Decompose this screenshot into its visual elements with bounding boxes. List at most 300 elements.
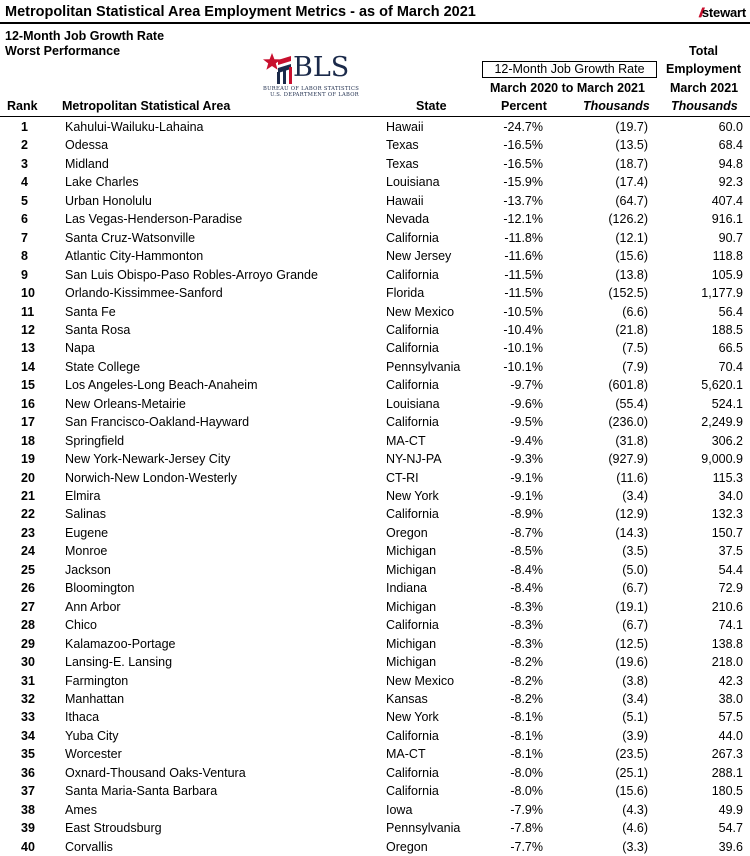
state-cell: New Mexico — [386, 673, 455, 688]
stewart-mark-icon: /// — [699, 5, 701, 20]
percent-cell: -9.7% — [510, 378, 543, 393]
total-employment-cell: 38.0 — [718, 691, 743, 706]
percent-cell: -8.7% — [510, 525, 543, 540]
state-cell: California — [386, 784, 439, 799]
state-cell: Michigan — [386, 636, 437, 651]
thousands-cell: (6.7) — [622, 581, 648, 596]
table-row — [0, 303, 750, 322]
msa-cell: Bloomington — [65, 581, 135, 596]
col-header-total-l3: March 2021 — [670, 81, 739, 95]
thousands-cell: (12.9) — [615, 507, 648, 522]
table-row — [0, 229, 750, 248]
page-title: Metropolitan Statistical Area Employment Metrics - as of March 2021 — [5, 4, 476, 20]
table-row — [0, 690, 750, 709]
msa-cell: Midland — [65, 156, 109, 171]
percent-cell: -10.5% — [503, 304, 543, 319]
rank-cell: 30 — [21, 655, 35, 670]
rank-cell: 29 — [21, 636, 35, 651]
thousands-cell: (3.5) — [622, 544, 648, 559]
table-row — [0, 801, 750, 820]
table-row — [0, 247, 750, 266]
state-cell: New Mexico — [386, 304, 455, 319]
rank-cell: 25 — [21, 562, 35, 577]
state-cell: Michigan — [386, 599, 437, 614]
col-header-percent: Percent — [501, 99, 547, 113]
percent-cell: -8.0% — [510, 784, 543, 799]
rank-cell: 21 — [21, 489, 35, 503]
table-row — [0, 173, 750, 192]
rank-cell: 34 — [21, 728, 35, 743]
msa-cell: San Francisco-Oakland-Hayward — [65, 415, 250, 430]
total-employment-cell: 94.8 — [718, 156, 743, 171]
state-cell: Pennsylvania — [386, 821, 461, 836]
percent-cell: -8.5% — [510, 544, 543, 559]
total-employment-cell: 37.5 — [718, 544, 743, 559]
col-header-thousands: Thousands — [583, 99, 650, 113]
rank-cell: 33 — [21, 710, 35, 725]
table-row — [0, 210, 750, 229]
table-row — [0, 782, 750, 801]
thousands-cell: (6.7) — [622, 618, 648, 633]
table-row — [0, 561, 750, 580]
msa-cell: Norwich-New London-Westerly — [65, 470, 238, 485]
state-cell: Michigan — [386, 655, 437, 670]
thousands-cell: (3.8) — [622, 673, 648, 688]
msa-cell: Springfield — [65, 433, 125, 448]
thousands-cell: (152.5) — [608, 286, 648, 301]
thousands-cell: (5.1) — [622, 710, 648, 725]
msa-cell: East Stroudsburg — [65, 821, 162, 836]
table-row — [0, 192, 750, 211]
total-employment-cell: 44.0 — [718, 728, 743, 743]
msa-cell: Santa Rosa — [65, 322, 131, 337]
col-header-period: March 2020 to March 2021 — [490, 81, 645, 95]
total-employment-cell: 74.1 — [718, 618, 743, 633]
msa-cell: Lake Charles — [65, 175, 139, 190]
thousands-cell: (23.5) — [615, 747, 648, 762]
state-cell: MA-CT — [386, 747, 426, 762]
state-cell: Texas — [386, 156, 419, 171]
rank-cell: 31 — [21, 673, 35, 688]
percent-cell: -24.7% — [503, 120, 543, 134]
flag-star-icon — [263, 52, 295, 86]
total-employment-cell: 407.4 — [711, 193, 743, 208]
bls-logo — [263, 52, 359, 100]
rank-cell: 28 — [21, 618, 35, 633]
state-cell: Nevada — [386, 212, 430, 227]
thousands-cell: (12.1) — [615, 230, 648, 245]
rank-cell: 12 — [21, 322, 35, 337]
total-employment-cell: 138.8 — [711, 636, 743, 651]
state-cell: California — [386, 341, 439, 356]
rank-cell: 14 — [21, 359, 35, 374]
col-header-total-l1: Total — [689, 44, 718, 58]
total-employment-cell: 916.1 — [711, 212, 743, 227]
percent-cell: -11.5% — [504, 267, 543, 282]
percent-cell: -8.1% — [510, 728, 543, 743]
table-row — [0, 321, 750, 340]
total-employment-cell: 49.9 — [718, 802, 743, 817]
rank-cell: 3 — [21, 156, 28, 171]
total-employment-cell: 524.1 — [711, 396, 743, 411]
percent-cell: -9.1% — [510, 470, 543, 485]
total-employment-cell: 150.7 — [711, 525, 743, 540]
percent-cell: -8.3% — [510, 636, 543, 651]
thousands-cell: (7.5) — [622, 341, 648, 356]
percent-cell: -7.9% — [510, 802, 543, 817]
percent-cell: -8.4% — [510, 562, 543, 577]
table-row — [0, 432, 750, 451]
total-employment-cell: 267.3 — [711, 747, 743, 762]
rank-cell: 36 — [21, 765, 35, 780]
total-employment-cell: 288.1 — [711, 765, 743, 780]
table-row — [0, 542, 750, 561]
table-row — [0, 339, 750, 358]
rank-cell: 17 — [21, 415, 35, 430]
thousands-cell: (25.1) — [615, 765, 648, 780]
thousands-cell: (18.7) — [615, 156, 648, 171]
rank-cell: 5 — [21, 193, 28, 208]
table-row — [0, 487, 750, 506]
table-row — [0, 395, 750, 414]
stewart-logo — [699, 5, 746, 20]
rank-cell: 7 — [21, 230, 28, 245]
table-row — [0, 284, 750, 303]
total-employment-cell: 72.9 — [718, 581, 743, 596]
thousands-cell: (11.6) — [616, 470, 648, 485]
msa-cell: Orlando-Kissimmee-Sanford — [65, 286, 223, 301]
bls-agency-name: BUREAU OF LABOR STATISTICS — [263, 86, 360, 92]
table-row — [0, 653, 750, 672]
msa-cell: Chico — [65, 618, 97, 633]
msa-cell: Santa Fe — [65, 304, 116, 319]
rank-cell: 38 — [21, 802, 35, 817]
total-employment-cell: 9,000.9 — [701, 452, 743, 467]
percent-cell: -12.1% — [503, 212, 543, 227]
col-header-msa: Metropolitan Statistical Area — [62, 99, 231, 113]
thousands-cell: (12.5) — [615, 636, 648, 651]
msa-cell: Jackson — [65, 562, 111, 577]
percent-cell: -7.8% — [510, 821, 543, 836]
msa-cell: Worcester — [65, 747, 122, 762]
rank-cell: 22 — [21, 507, 35, 522]
rank-cell: 37 — [21, 784, 35, 799]
state-cell: NY-NJ-PA — [386, 452, 442, 467]
thousands-cell: (19.1) — [615, 599, 648, 614]
total-employment-cell: 54.4 — [718, 562, 743, 577]
state-cell: New York — [386, 489, 439, 503]
subtitle-performance: Worst Performance — [5, 44, 121, 58]
state-cell: California — [386, 728, 439, 743]
rank-cell: 26 — [21, 581, 35, 596]
msa-cell: Kalamazoo-Portage — [65, 636, 176, 651]
state-cell: Oregon — [386, 839, 428, 854]
rank-cell: 39 — [21, 821, 35, 836]
percent-cell: -8.3% — [510, 599, 543, 614]
percent-cell: -8.1% — [510, 710, 543, 725]
total-employment-cell: 70.4 — [718, 359, 743, 374]
percent-cell: -13.7% — [503, 193, 543, 208]
rank-cell: 10 — [21, 286, 35, 301]
percent-cell: -8.0% — [510, 765, 543, 780]
thousands-cell: (17.4) — [615, 175, 648, 190]
rank-cell: 16 — [21, 396, 35, 411]
table-row — [0, 727, 750, 746]
table-row — [0, 155, 750, 174]
table-row — [0, 505, 750, 524]
state-cell: Iowa — [386, 802, 413, 817]
state-cell: Kansas — [386, 691, 428, 706]
state-cell: Oregon — [386, 525, 428, 540]
state-cell: Indiana — [386, 581, 428, 596]
rank-cell: 4 — [21, 175, 28, 190]
thousands-cell: (3.4) — [622, 691, 648, 706]
msa-cell: Farmington — [65, 673, 129, 688]
percent-cell: -10.4% — [503, 322, 543, 337]
percent-cell: -9.6% — [510, 396, 543, 411]
state-cell: California — [386, 230, 439, 245]
total-employment-cell: 39.6 — [718, 839, 743, 854]
subtitle-metric: 12-Month Job Growth Rate — [5, 29, 165, 43]
msa-cell: Santa Maria-Santa Barbara — [65, 784, 218, 799]
msa-cell: Eugene — [65, 525, 109, 540]
state-cell: California — [386, 267, 439, 282]
table-row — [0, 764, 750, 783]
percent-cell: -9.1% — [510, 489, 543, 503]
thousands-cell: (3.9) — [622, 728, 648, 743]
thousands-cell: (927.9) — [608, 452, 648, 467]
table-row — [0, 579, 750, 598]
table-row — [0, 745, 750, 764]
rank-cell: 23 — [21, 525, 35, 540]
msa-cell: Las Vegas-Henderson-Paradise — [65, 212, 243, 227]
percent-cell: -8.2% — [510, 673, 543, 688]
percent-cell: -8.1% — [510, 747, 543, 762]
percent-cell: -11.6% — [504, 249, 543, 264]
table-row — [0, 838, 750, 856]
percent-cell: -10.1% — [503, 341, 543, 356]
msa-cell: Manhattan — [65, 691, 125, 706]
col-header-state: State — [416, 99, 447, 113]
state-cell: California — [386, 322, 439, 337]
msa-cell: Salinas — [65, 507, 106, 522]
msa-cell: San Luis Obispo-Paso Robles-Arroyo Grande — [65, 267, 318, 282]
state-cell: Michigan — [386, 544, 437, 559]
total-employment-cell: 180.5 — [711, 784, 743, 799]
thousands-cell: (13.5) — [615, 138, 648, 153]
total-employment-cell: 42.3 — [718, 673, 743, 688]
rank-cell: 13 — [21, 341, 35, 356]
col-header-rank: Rank — [7, 99, 38, 113]
rank-cell: 40 — [21, 839, 35, 854]
msa-cell: Ithaca — [65, 710, 100, 725]
table-row — [0, 469, 750, 488]
state-cell: New Jersey — [386, 249, 452, 264]
state-cell: Louisiana — [386, 175, 440, 190]
total-employment-cell: 105.9 — [711, 267, 743, 282]
table-row — [0, 136, 750, 155]
msa-cell: Los Angeles-Long Beach-Anaheim — [65, 378, 258, 393]
total-employment-cell: 1,177.9 — [701, 286, 743, 301]
msa-cell: Lansing-E. Lansing — [65, 655, 173, 670]
brand-name: stewart — [701, 5, 746, 20]
rank-cell: 2 — [21, 138, 28, 153]
table-row — [0, 616, 750, 635]
table-row — [0, 524, 750, 543]
thousands-cell: (31.8) — [615, 433, 648, 448]
rank-cell: 35 — [21, 747, 35, 762]
thousands-cell: (5.0) — [622, 562, 648, 577]
percent-cell: -8.3% — [510, 618, 543, 633]
state-cell: California — [386, 415, 439, 430]
total-employment-cell: 66.5 — [718, 341, 743, 356]
total-employment-cell: 115.3 — [712, 470, 743, 485]
thousands-cell: (21.8) — [615, 322, 648, 337]
table-row — [0, 266, 750, 285]
percent-cell: -8.2% — [510, 691, 543, 706]
col-group-header-growth: 12-Month Job Growth Rate — [482, 61, 657, 78]
total-employment-cell: 118.8 — [712, 249, 743, 264]
total-employment-cell: 306.2 — [711, 433, 743, 448]
total-employment-cell: 188.5 — [711, 322, 743, 337]
bls-department-name: U.S. DEPARTMENT OF LABOR — [270, 92, 359, 98]
percent-cell: -10.1% — [503, 359, 543, 374]
state-cell: Hawaii — [386, 193, 424, 208]
table-row — [0, 819, 750, 838]
thousands-cell: (19.6) — [615, 655, 648, 670]
percent-cell: -8.2% — [510, 655, 543, 670]
percent-cell: -11.8% — [504, 230, 543, 245]
percent-cell: -11.5% — [504, 286, 543, 301]
rank-cell: 15 — [21, 378, 35, 393]
total-employment-cell: 210.6 — [711, 599, 743, 614]
msa-cell: Yuba City — [65, 728, 119, 743]
thousands-cell: (7.9) — [622, 359, 648, 374]
total-employment-cell: 60.0 — [718, 120, 743, 134]
state-cell: Pennsylvania — [386, 359, 461, 374]
thousands-cell: (6.6) — [622, 304, 648, 319]
total-employment-cell: 2,249.9 — [701, 415, 743, 430]
col-header-total-l2: Employment — [666, 62, 742, 76]
total-employment-cell: 92.3 — [718, 175, 743, 190]
total-employment-cell: 56.4 — [718, 304, 743, 319]
msa-cell: Atlantic City-Hammonton — [65, 249, 204, 264]
table-row — [0, 450, 750, 469]
percent-cell: -8.9% — [510, 507, 543, 522]
title-divider — [0, 22, 750, 24]
total-employment-cell: 34.0 — [718, 489, 743, 503]
table-row — [0, 376, 750, 395]
msa-cell: Urban Honolulu — [65, 193, 152, 208]
rank-cell: 20 — [21, 470, 35, 485]
total-employment-cell: 5,620.1 — [701, 378, 743, 393]
thousands-cell: (126.2) — [608, 212, 648, 227]
percent-cell: -9.3% — [510, 452, 543, 467]
rank-cell: 11 — [21, 304, 35, 319]
msa-cell: Oxnard-Thousand Oaks-Ventura — [65, 765, 246, 780]
msa-cell: Napa — [65, 341, 95, 356]
table-row — [0, 708, 750, 727]
bls-wordmark: BLS — [293, 52, 350, 83]
col-header-total-l4: Thousands — [671, 99, 738, 113]
total-employment-cell: 57.5 — [718, 710, 743, 725]
state-cell: California — [386, 765, 439, 780]
total-employment-cell: 68.4 — [718, 138, 743, 153]
msa-cell: New York-Newark-Jersey City — [65, 452, 231, 467]
table-row — [0, 118, 750, 137]
msa-cell: New Orleans-Metairie — [65, 396, 186, 411]
state-cell: California — [386, 378, 439, 393]
msa-cell: Ann Arbor — [65, 599, 121, 614]
rank-cell: 32 — [21, 691, 35, 706]
msa-cell: Elmira — [65, 489, 101, 503]
msa-cell: Corvallis — [65, 839, 113, 854]
table-row — [0, 358, 750, 377]
msa-cell: Odessa — [65, 138, 109, 153]
rank-cell: 6 — [21, 212, 28, 227]
percent-cell: -9.5% — [510, 415, 543, 430]
rank-cell: 1 — [21, 120, 28, 134]
thousands-cell: (3.3) — [622, 839, 648, 854]
msa-cell: Kahului-Wailuku-Lahaina — [65, 120, 204, 134]
percent-cell: -15.9% — [503, 175, 543, 190]
thousands-cell: (601.8) — [608, 378, 648, 393]
msa-cell: Ames — [65, 802, 97, 817]
thousands-cell: (4.3) — [622, 802, 648, 817]
total-employment-cell: 90.7 — [718, 230, 743, 245]
total-employment-cell: 218.0 — [711, 655, 743, 670]
msa-cell: Monroe — [65, 544, 108, 559]
state-cell: Louisiana — [386, 396, 440, 411]
rank-cell: 18 — [21, 433, 35, 448]
percent-cell: -16.5% — [503, 156, 543, 171]
thousands-cell: (14.3) — [615, 525, 648, 540]
thousands-cell: (3.4) — [622, 489, 648, 503]
state-cell: California — [386, 507, 439, 522]
table-row — [0, 413, 750, 432]
msa-cell: State College — [65, 359, 141, 374]
total-employment-cell: 132.3 — [711, 507, 743, 522]
state-cell: Florida — [386, 286, 425, 301]
percent-cell: -16.5% — [503, 138, 543, 153]
thousands-cell: (55.4) — [615, 396, 648, 411]
rank-cell: 8 — [21, 249, 28, 264]
thousands-cell: (15.6) — [615, 784, 648, 799]
total-employment-cell: 54.7 — [718, 821, 743, 836]
rank-cell: 19 — [21, 452, 35, 467]
thousands-cell: (19.7) — [615, 120, 648, 134]
thousands-cell: (4.6) — [622, 821, 648, 836]
header-divider — [0, 116, 750, 117]
percent-cell: -7.7% — [510, 839, 543, 854]
rank-cell: 27 — [21, 599, 35, 614]
table-row — [0, 598, 750, 617]
state-cell: Michigan — [386, 562, 437, 577]
thousands-cell: (64.7) — [615, 193, 648, 208]
thousands-cell: (15.6) — [615, 249, 648, 264]
state-cell: CT-RI — [386, 470, 419, 485]
state-cell: New York — [386, 710, 439, 725]
msa-cell: Santa Cruz-Watsonville — [65, 230, 196, 245]
rank-cell: 24 — [21, 544, 35, 559]
state-cell: Hawaii — [386, 120, 424, 134]
table-row — [0, 672, 750, 691]
thousands-cell: (236.0) — [608, 415, 648, 430]
percent-cell: -9.4% — [510, 433, 543, 448]
rank-cell: 9 — [21, 267, 28, 282]
percent-cell: -8.4% — [510, 581, 543, 596]
state-cell: California — [386, 618, 439, 633]
